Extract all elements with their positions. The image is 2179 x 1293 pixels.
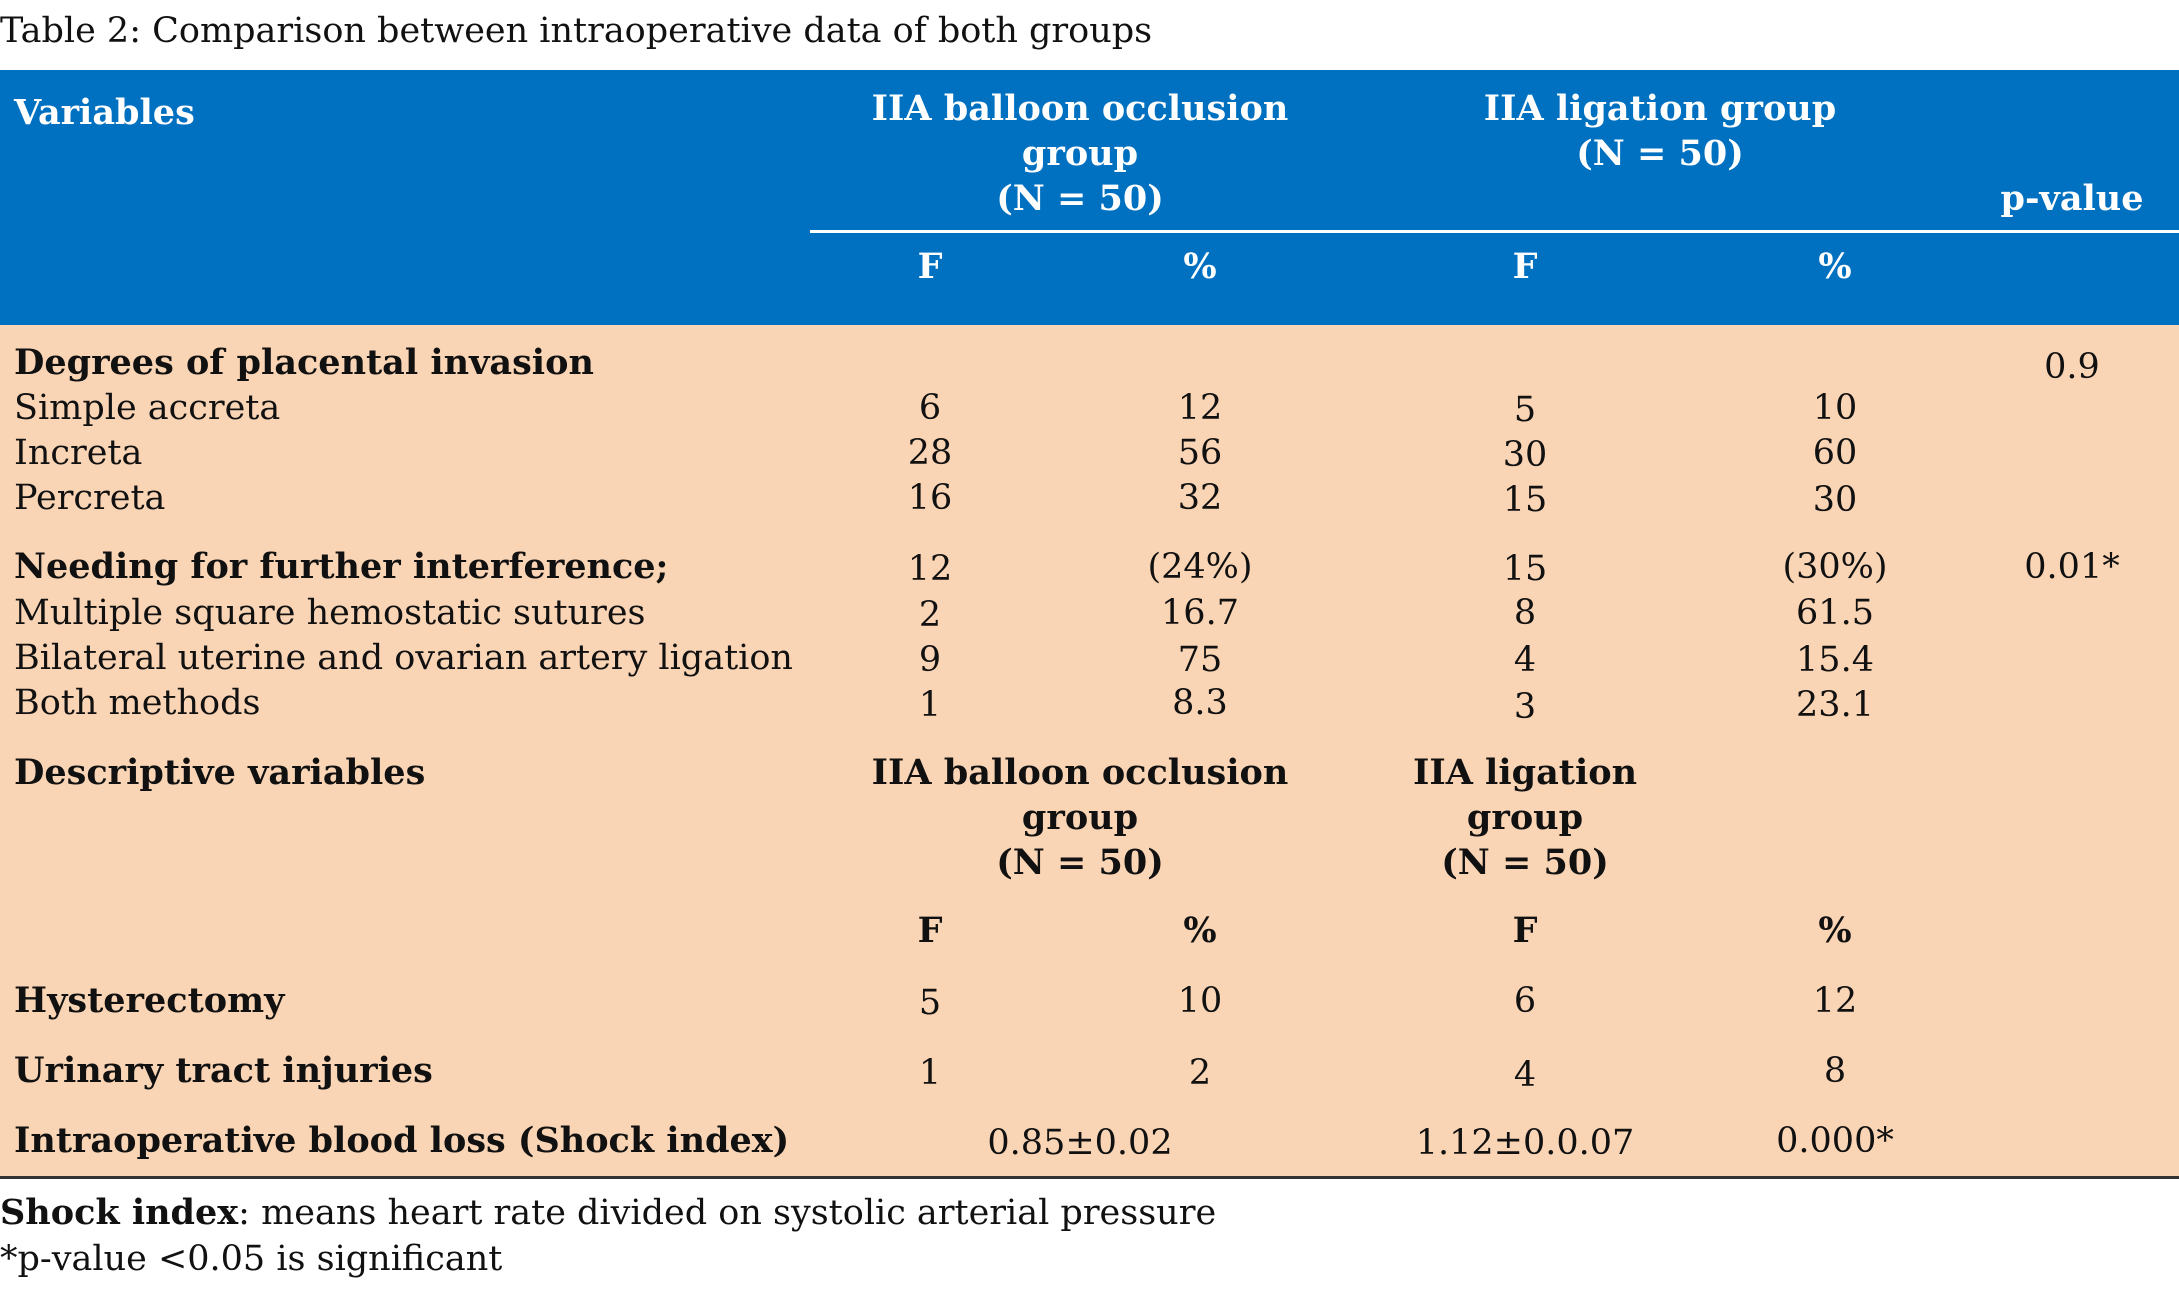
comparison-table [0, 70, 2179, 1178]
p-value-placental: 0.9 [2044, 347, 2100, 387]
header-balloon-n: (N = 50) [996, 178, 1164, 219]
cell-f-ligation: 4 [1513, 640, 1537, 680]
subheader-ligation-group-2: group [1466, 797, 1584, 838]
table-header [0, 70, 2179, 325]
bottom-rule [0, 1176, 2179, 1179]
row-hysterectomy: Hysterectomy [14, 980, 285, 1021]
row-label: Increta [14, 433, 143, 473]
cell-pct-balloon: 8.3 [1172, 683, 1228, 723]
header-balloon-group: IIA balloon occlusion [871, 88, 1289, 129]
cell-pct-ligation: 10 [1812, 388, 1858, 428]
subheader-balloon-group: IIA balloon occlusion [871, 752, 1289, 793]
cell-blood-loss-p: 0.000* [1776, 1121, 1894, 1161]
subheader-f-balloon: F [917, 910, 943, 951]
subheader-pct-balloon: % [1183, 910, 1217, 951]
row-label: Multiple square hemostatic sutures [14, 593, 646, 633]
table-caption: Table 2: Comparison between intraoperative data of both groups [0, 11, 1153, 51]
cell-f-balloon: 5 [918, 983, 942, 1023]
header-f-balloon: F [917, 246, 943, 287]
cell-f-balloon: 12 [907, 549, 953, 589]
subheader-ligation-group: IIA ligation [1412, 752, 1638, 793]
cell-pct-balloon: 12 [1177, 388, 1223, 428]
cell-pct-balloon: (24%) [1147, 547, 1253, 587]
row-urinary-tract-injuries: Urinary tract injuries [14, 1050, 433, 1091]
row-label: Both methods [14, 683, 261, 723]
cell-pct-ligation: 15.4 [1796, 640, 1874, 680]
subheader-balloon-n: (N = 50) [996, 842, 1164, 883]
p-value-interference: 0.01* [2024, 547, 2120, 587]
cell-pct-balloon: 10 [1177, 981, 1223, 1021]
cell-pct-ligation: 61.5 [1796, 593, 1874, 633]
footnote-definition: : means heart rate divided on systolic arterial pressure [238, 1193, 1217, 1233]
cell-f-ligation: 8 [1513, 593, 1537, 633]
section-further-interference: Needing for further interference; [14, 546, 669, 587]
header-ligation-group: IIA ligation group [1483, 88, 1837, 129]
cell-f-balloon: 16 [907, 478, 953, 518]
cell-f-ligation: 5 [1513, 390, 1537, 430]
cell-pct-ligation: 12 [1812, 981, 1858, 1021]
cell-pct-ligation: 60 [1812, 433, 1858, 473]
cell-pct-balloon: 32 [1177, 478, 1223, 518]
header-sub-rule [810, 230, 2179, 233]
cell-f-balloon: 2 [918, 595, 942, 635]
cell-f-balloon: 9 [918, 640, 942, 680]
subheader-pct-ligation: % [1818, 910, 1852, 951]
cell-pct-balloon: 2 [1188, 1053, 1212, 1093]
cell-f-ligation: 4 [1513, 1055, 1537, 1095]
section-descriptive-variables: Descriptive variables [14, 752, 426, 793]
row-label: Percreta [14, 478, 166, 518]
header-f-ligation: F [1512, 246, 1538, 287]
cell-pct-ligation: (30%) [1782, 547, 1888, 587]
cell-f-balloon: 6 [918, 388, 942, 428]
subheader-ligation-n: (N = 50) [1441, 842, 1609, 883]
footnote-significance: *p-value <0.05 is significant [0, 1239, 503, 1279]
cell-pct-ligation: 23.1 [1796, 685, 1874, 725]
cell-pct-balloon: 75 [1177, 640, 1223, 680]
cell-pct-ligation: 30 [1812, 480, 1858, 520]
cell-f-balloon: 1 [918, 685, 942, 725]
header-ligation-n: (N = 50) [1576, 133, 1744, 174]
section-placental-invasion: Degrees of placental invasion [14, 342, 594, 383]
cell-pct-balloon: 56 [1177, 433, 1223, 473]
subheader-balloon-group-2: group [1021, 797, 1139, 838]
header-p-value: p-value [2000, 178, 2144, 219]
header-pct-balloon: % [1183, 246, 1217, 287]
cell-f-balloon: 28 [907, 433, 953, 473]
cell-f-balloon: 1 [918, 1053, 942, 1093]
header-pct-ligation: % [1818, 246, 1852, 287]
header-variables: Variables [14, 92, 195, 133]
cell-f-ligation: 15 [1502, 480, 1548, 520]
cell-f-ligation: 6 [1513, 981, 1537, 1021]
cell-f-ligation: 3 [1513, 687, 1537, 727]
cell-blood-loss-ligation: 1.12±0.0.07 [1415, 1123, 1635, 1163]
header-balloon-group-2: group [1021, 133, 1139, 174]
cell-pct-balloon: 16.7 [1161, 593, 1239, 633]
footnote-term: Shock index [0, 1192, 239, 1233]
cell-blood-loss-balloon: 0.85±0.02 [987, 1123, 1173, 1163]
cell-pct-ligation: 8 [1823, 1051, 1847, 1091]
row-label: Simple accreta [14, 388, 281, 428]
row-blood-loss: Intraoperative blood loss (Shock index) [14, 1120, 790, 1161]
row-label: Bilateral uterine and ovarian artery ligation [14, 638, 793, 678]
cell-f-ligation: 15 [1502, 549, 1548, 589]
footnote-shock-index [0, 1190, 1216, 1236]
subheader-f-ligation: F [1512, 910, 1538, 951]
cell-f-ligation: 30 [1502, 435, 1548, 475]
